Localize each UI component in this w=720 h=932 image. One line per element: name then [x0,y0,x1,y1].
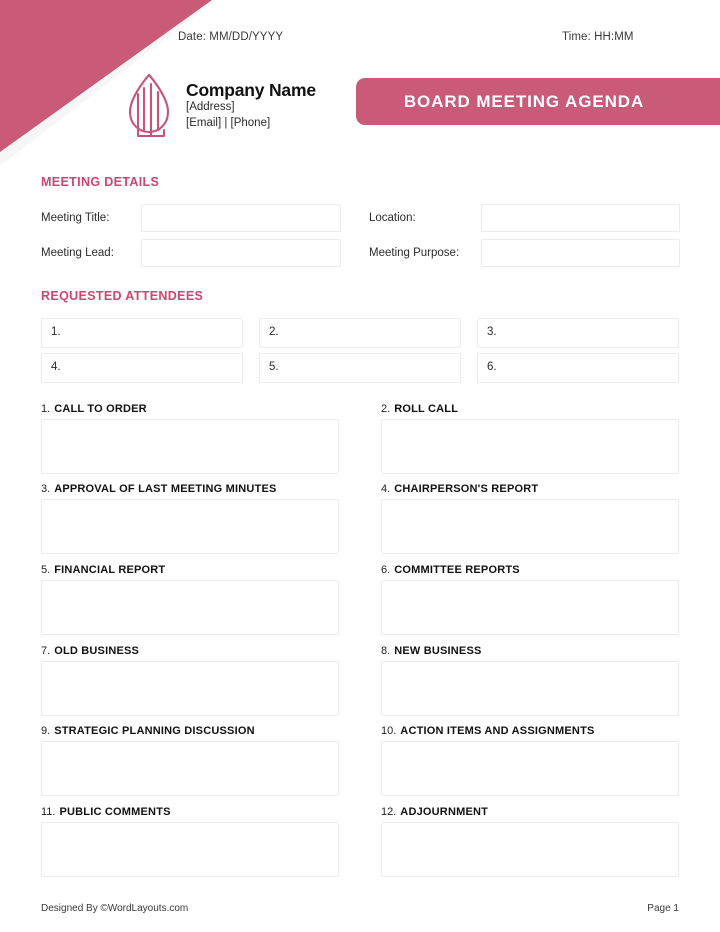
meeting-details-heading: MEETING DETAILS [41,175,160,189]
field-label-meeting-purpose: Meeting Purpose: [369,247,460,259]
agenda-item-title-9: STRATEGIC PLANNING DISCUSSION [54,725,255,737]
agenda-item-title-11: PUBLIC COMMENTS [59,806,171,818]
attendee-input-2[interactable] [259,318,461,348]
field-input-meeting-lead[interactable] [141,239,341,267]
meeting-time-text: Time: HH:MM [562,31,634,43]
agenda-item-input-2[interactable] [381,419,679,474]
agenda-item-label-7 [41,645,139,657]
document-title-banner [356,78,720,125]
agenda-item-title-4: CHAIRPERSON'S REPORT [394,483,539,495]
agenda-item-input-10[interactable] [381,741,679,796]
agenda-item-title-8: NEW BUSINESS [394,645,482,657]
attendee-number-4: 4. [51,361,61,373]
agenda-item-label-9 [41,725,255,737]
agenda-item-title-3: APPROVAL OF LAST MEETING MINUTES [54,483,277,495]
agenda-item-number-4: 4. [381,483,391,495]
agenda-item-title-5: FINANCIAL REPORT [54,564,166,576]
attendee-number-2: 2. [269,326,279,338]
agenda-item-number-3: 3. [41,483,51,495]
agenda-item-input-6[interactable] [381,580,679,635]
agenda-item-label-4 [381,483,538,495]
attendee-number-3: 3. [487,326,497,338]
agenda-item-input-9[interactable] [41,741,339,796]
attendee-input-4[interactable] [41,353,243,383]
agenda-item-title-1: CALL TO ORDER [54,403,147,415]
field-label-meeting-lead: Meeting Lead: [41,247,114,259]
agenda-item-label-8 [381,645,482,657]
agenda-item-number-6: 6. [381,564,391,576]
agenda-item-input-1[interactable] [41,419,339,474]
meeting-date-text: Date: MM/DD/YYYY [178,31,284,43]
footer-page-number: Page 1 [647,903,679,914]
top-meta-bar [0,31,720,51]
attendee-number-6: 6. [487,361,497,373]
company-address: [Address] [186,101,235,114]
company-name: Company Name [186,80,316,100]
attendee-input-6[interactable] [477,353,679,383]
agenda-item-title-12: ADJOURNMENT [400,806,489,818]
agenda-item-number-12: 12. [381,806,397,818]
agenda-item-number-1: 1. [41,403,51,415]
field-label-location: Location: [369,212,416,224]
agenda-item-number-11: 11. [41,806,56,818]
company-identity-block [118,70,316,140]
agenda-item-input-7[interactable] [41,661,339,716]
agenda-item-number-7: 7. [41,645,51,657]
agenda-item-label-10 [381,725,595,737]
attendee-number-5: 5. [269,361,279,373]
footer-credit: Designed By ©WordLayouts.com [41,903,189,914]
agenda-item-title-6: COMMITTEE REPORTS [394,564,520,576]
agenda-item-label-12 [381,806,488,818]
agenda-item-number-2: 2. [381,403,391,415]
agenda-item-input-5[interactable] [41,580,339,635]
requested-attendees-heading: REQUESTED ATTENDEES [41,289,204,303]
company-contact: [Email] | [Phone] [186,116,271,129]
field-input-location[interactable] [481,204,680,232]
agenda-item-input-3[interactable] [41,499,339,554]
field-input-meeting-purpose[interactable] [481,239,680,267]
field-label-meeting-title: Meeting Title: [41,212,110,224]
identity-text-block [186,70,316,132]
agenda-item-input-12[interactable] [381,822,679,877]
agenda-item-label-6 [381,564,520,576]
agenda-item-input-11[interactable] [41,822,339,877]
agenda-item-input-4[interactable] [381,499,679,554]
attendee-number-1: 1. [51,326,61,338]
attendee-input-5[interactable] [259,353,461,383]
document-title: BOARD MEETING AGENDA [403,91,645,111]
agenda-item-label-5 [41,564,165,576]
agenda-item-input-8[interactable] [381,661,679,716]
agenda-item-label-2 [381,403,458,415]
agenda-item-title-10: ACTION ITEMS AND ASSIGNMENTS [400,725,595,737]
agenda-item-number-10: 10. [381,725,397,737]
field-input-meeting-title[interactable] [141,204,341,232]
agenda-item-number-8: 8. [381,645,391,657]
agenda-item-number-9: 9. [41,725,51,737]
attendee-input-1[interactable] [41,318,243,348]
agenda-item-label-1 [41,403,147,415]
attendee-input-3[interactable] [477,318,679,348]
agenda-item-title-7: OLD BUSINESS [54,645,140,657]
agenda-item-number-5: 5. [41,564,51,576]
building-sail-logo-icon [118,72,172,140]
agenda-item-label-3 [41,483,277,495]
agenda-item-label-11 [41,806,171,818]
agenda-item-title-2: ROLL CALL [394,403,459,415]
